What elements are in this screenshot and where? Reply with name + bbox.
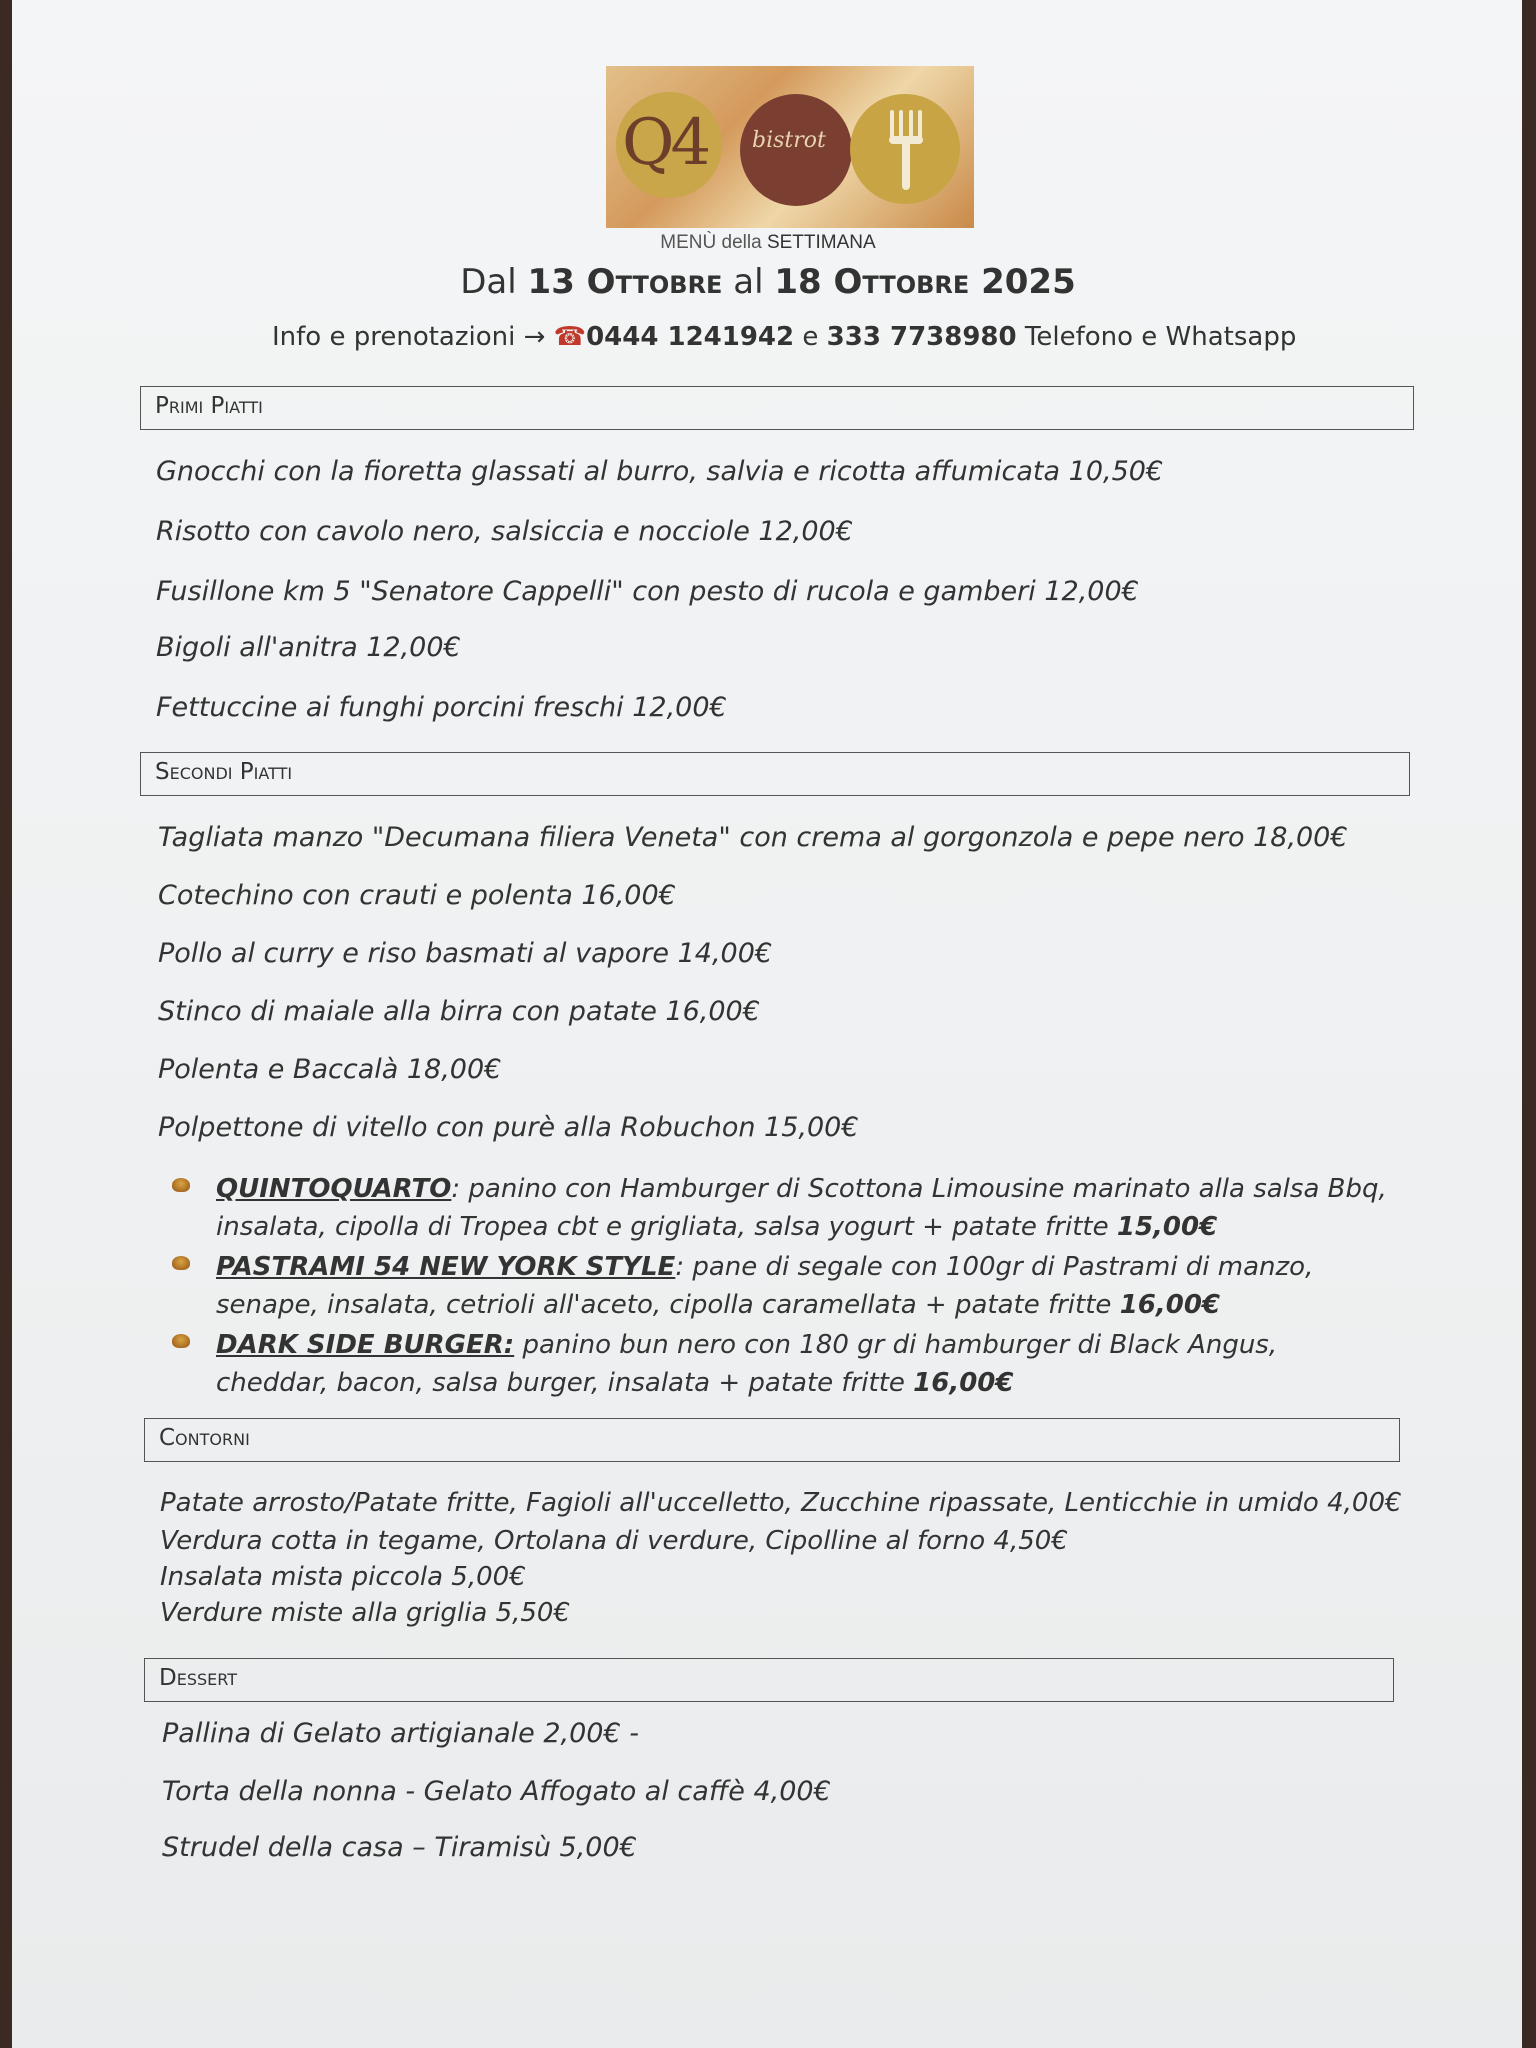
- burger-icon: [172, 1178, 190, 1192]
- menu-item: Torta della nonna - Gelato Affogato al caffè 4,00€: [162, 1776, 831, 1807]
- telephone-icon: ☎: [553, 322, 587, 352]
- burger-item: PASTRAMI 54 NEW YORK STYLE: pane di segale con 100gr di Pastrami di manzo, senape, insalata, cetrioli all'aceto, cipolla caramellata + patate fritte 16,00€: [172, 1248, 1313, 1324]
- menu-item: Pallina di Gelato artigianale 2,00€ -: [162, 1718, 639, 1749]
- burger-icon: [172, 1256, 190, 1270]
- burger-item: DARK SIDE BURGER: panino bun nero con 180 gr di hamburger di Black Angus, cheddar, bacon, salsa burger, insalata + patate fritte 16,00€: [172, 1326, 1277, 1402]
- burger-icon: [172, 1334, 190, 1348]
- menu-item: Fusillone km 5 "Senatore Cappelli" con pesto di rucola e gamberi 12,00€: [156, 576, 1139, 607]
- menu-item: Polenta e Baccalà 18,00€: [158, 1054, 502, 1085]
- menu-item: Patate arrosto/Patate fritte, Fagioli all'uccelletto, Zucchine ripassate, Lenticchie in umido 4,00€: [160, 1488, 1402, 1518]
- contact-info: Info e prenotazioni → ☎0444 1241942 e 333 7738980 Telefono e Whatsapp: [272, 322, 1297, 352]
- bistrot-logo: [606, 66, 974, 228]
- section-header-dessert: Dessert: [144, 1658, 1394, 1702]
- phone-number-1[interactable]: 0444 1241942: [586, 322, 795, 352]
- menu-item: Pollo al curry e riso basmati al vapore 14,00€: [158, 938, 773, 969]
- burger-item: QUINTOQUARTO: panino con Hamburger di Scottona Limousine marinato alla salsa Bbq, insalata, cipolla di Tropea cbt e grigliata, salsa yogurt + patate fritte 15,00€: [172, 1170, 1387, 1246]
- menu-item: Strudel della casa – Tiramisù 5,00€: [162, 1832, 637, 1863]
- menu-item: Verdura cotta in tegame, Ortolana di verdure, Cipolline al forno 4,50€: [160, 1526, 1068, 1556]
- menu-subtitle: MENÙ della SETTIMANA: [660, 232, 876, 253]
- date-range: Dal 13 Ottobre al 18 Ottobre 2025: [460, 262, 1076, 302]
- menu-item: Risotto con cavolo nero, salsiccia e nocciole 12,00€: [156, 516, 853, 547]
- section-header-primi: Primi Piatti: [140, 386, 1414, 430]
- menu-item: Gnocchi con la fioretta glassati al burro, salvia e ricotta affumicata 10,50€: [156, 456, 1164, 487]
- menu-item: Cotechino con crauti e polenta 16,00€: [158, 880, 676, 911]
- menu-item: Polpettone di vitello con purè alla Robuchon 15,00€: [158, 1112, 859, 1143]
- logo-subtext: bistrot: [752, 128, 826, 153]
- menu-paper: [12, 0, 1522, 2048]
- menu-item: Tagliata manzo "Decumana filiera Veneta" con crema al gorgonzola e pepe nero 18,00€: [158, 822, 1348, 853]
- menu-item: Bigoli all'anitra 12,00€: [156, 632, 461, 663]
- menu-item: Fettuccine ai funghi porcini freschi 12,00€: [156, 692, 727, 723]
- phone-number-2[interactable]: 333 7738980: [826, 322, 1017, 352]
- menu-item: Verdure miste alla griglia 5,50€: [160, 1598, 571, 1628]
- fork-icon: [889, 110, 923, 190]
- menu-item: Insalata mista piccola 5,00€: [160, 1562, 526, 1592]
- logo-text: Q4: [622, 106, 708, 180]
- menu-item: Stinco di maiale alla birra con patate 16,00€: [158, 996, 760, 1027]
- section-header-contorni: Contorni: [144, 1418, 1400, 1462]
- section-header-secondi: Secondi Piatti: [140, 752, 1410, 796]
